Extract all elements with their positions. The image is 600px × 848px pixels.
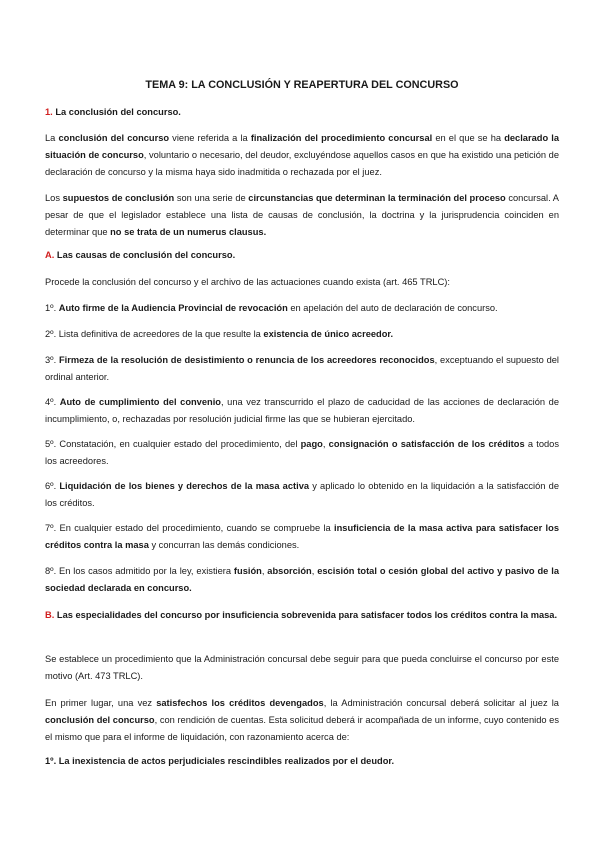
bold-run: consignación o satisfacción de los créditos [328, 439, 525, 449]
paragraph: Se establece un procedimiento que la Administración concursal debe seguir para que pueda concluirse el concurso por este motivo (Art. 473 TRLC). [45, 654, 559, 681]
page-title: TEMA 9: LA CONCLUSIÓN Y REAPERTURA DEL CONCURSO [145, 79, 459, 91]
bold-run: satisfechos los créditos devengados [156, 698, 324, 708]
bold-run: Auto firme de la Audiencia Provincial de revocación [58, 303, 288, 313]
text-run: son una serie de [174, 193, 249, 203]
list-item [45, 394, 559, 428]
section-number: 1. [45, 107, 53, 117]
list-item: 1º. La inexistencia de actos perjudiciales rescindibles realizados por el deudor. [45, 756, 395, 766]
text-run: , una vez transcurrido el plazo de caducidad de las acciones de declaración de incumplimiento, o, rechazadas por resolución judicial firme las que se hubieran ejercitado. [45, 397, 560, 424]
bold-run: Firmeza de la resolución de desistimiento o renuncia de los acreedores reconocidos [58, 355, 435, 365]
list-item [45, 520, 559, 554]
text-run: viene referida a la [169, 133, 251, 143]
bold-run: existencia de único acreedor. [263, 329, 394, 339]
list-item [45, 563, 559, 597]
text-run: concursal. A pesar de que el legislador establece una lista de causas de conclusión, la doctrina y la jurisprudencia coinciden en determinar que [45, 193, 559, 237]
bold-run: insuficiencia de la masa activa para satisfacer los créditos contra la masa [45, 523, 559, 550]
bold-run: circunstancias que determinan la terminación del proceso [248, 193, 506, 203]
bold-run: conclusión del concurso [45, 715, 155, 725]
list-item [45, 352, 559, 386]
bold-run: escisión total o cesión global del activo y pasivo de la sociedad declarada en concurso. [45, 566, 559, 593]
text-run: Los [45, 193, 63, 203]
bold-run: Liquidación de los bienes y derechos de la masa activa [59, 481, 310, 491]
text-run: 8º. En los casos admitido por la ley, existiera [45, 566, 234, 576]
bold-run: fusión [233, 566, 262, 576]
bold-run: supuestos de conclusión [62, 193, 175, 203]
bold-run: no se trata de un numerus clausus. [110, 227, 267, 237]
text-run: , exceptuando el supuesto del ordinal anterior. [45, 355, 559, 382]
bold-run: conclusión del concurso [58, 133, 170, 143]
text-run: 6º. [45, 481, 60, 491]
section-number: A. [45, 250, 55, 260]
text-run: en apelación del auto de declaración de concurso. [287, 303, 498, 313]
text-run: 4º. [45, 397, 60, 407]
section-heading-a [45, 247, 559, 264]
text-run: y concurran las demás condiciones. [148, 540, 300, 550]
text-run: , la Administración concursal deberá solicitar al juez la [323, 698, 559, 708]
section-heading-1 [45, 104, 559, 121]
section-label: La conclusión del concurso. [55, 107, 181, 117]
text-run: en el que se ha [432, 133, 505, 143]
text-run: 7º. En cualquier estado del procedimiento, cuando se compruebe la [45, 523, 335, 533]
section-label: Las especialidades del concurso por insuficiencia sobrevenida para satisfacer todos los créditos contra la masa. [56, 610, 558, 620]
text-run: En primer lugar, una vez [45, 698, 157, 708]
bold-run: Auto de cumplimiento del convenio [59, 397, 221, 407]
text-run: y aplicado lo obtenido en la liquidación a la satisfacción de los créditos. [45, 481, 559, 508]
text-run: 3º. [45, 355, 59, 365]
section-label: Las causas de conclusión del concurso. [56, 250, 236, 260]
bold-run: pago [300, 439, 323, 449]
section-number: B. [45, 610, 55, 620]
bold-run: finalización del procedimiento concursal [250, 133, 433, 143]
text-run: , [311, 566, 318, 576]
list-item [45, 436, 559, 470]
text-run: 2º. Lista definitiva de acreedores de la que resulte la [45, 329, 264, 339]
text-run: , [322, 439, 329, 449]
paragraph [45, 695, 559, 746]
paragraph [45, 130, 559, 181]
bold-run: absorción [267, 566, 312, 576]
text-run: a todos los acreedores. [45, 439, 560, 466]
text-run: 1º. [45, 303, 59, 313]
list-item [45, 478, 559, 512]
paragraph: Procede la conclusión del concurso y el archivo de las actuaciones cuando exista (art. 465 TRLC): [45, 277, 450, 287]
text-run: 5º. Constatación, en cualquier estado del procedimiento, del [45, 439, 301, 449]
paragraph [45, 190, 559, 241]
bold-run: declarado la situación de concurso [45, 133, 559, 160]
text-run: , con rendición de cuentas. Esta solicitud deberá ir acompañada de un informe, cuyo contenido es el mismo que para el informe de liquidación, con razonamiento acerca de: [45, 715, 559, 742]
list-item [45, 326, 559, 343]
text-run: , voluntario o necesario, del deudor, excluyéndose aquellos casos en que ha existido una petición de declaración de concurso y la misma haya sido inadmitida o rechazada por el juez. [45, 150, 560, 177]
list-item [45, 300, 559, 317]
text-run: , [261, 566, 268, 576]
text-run: La [45, 133, 59, 143]
section-heading-b [45, 607, 559, 624]
